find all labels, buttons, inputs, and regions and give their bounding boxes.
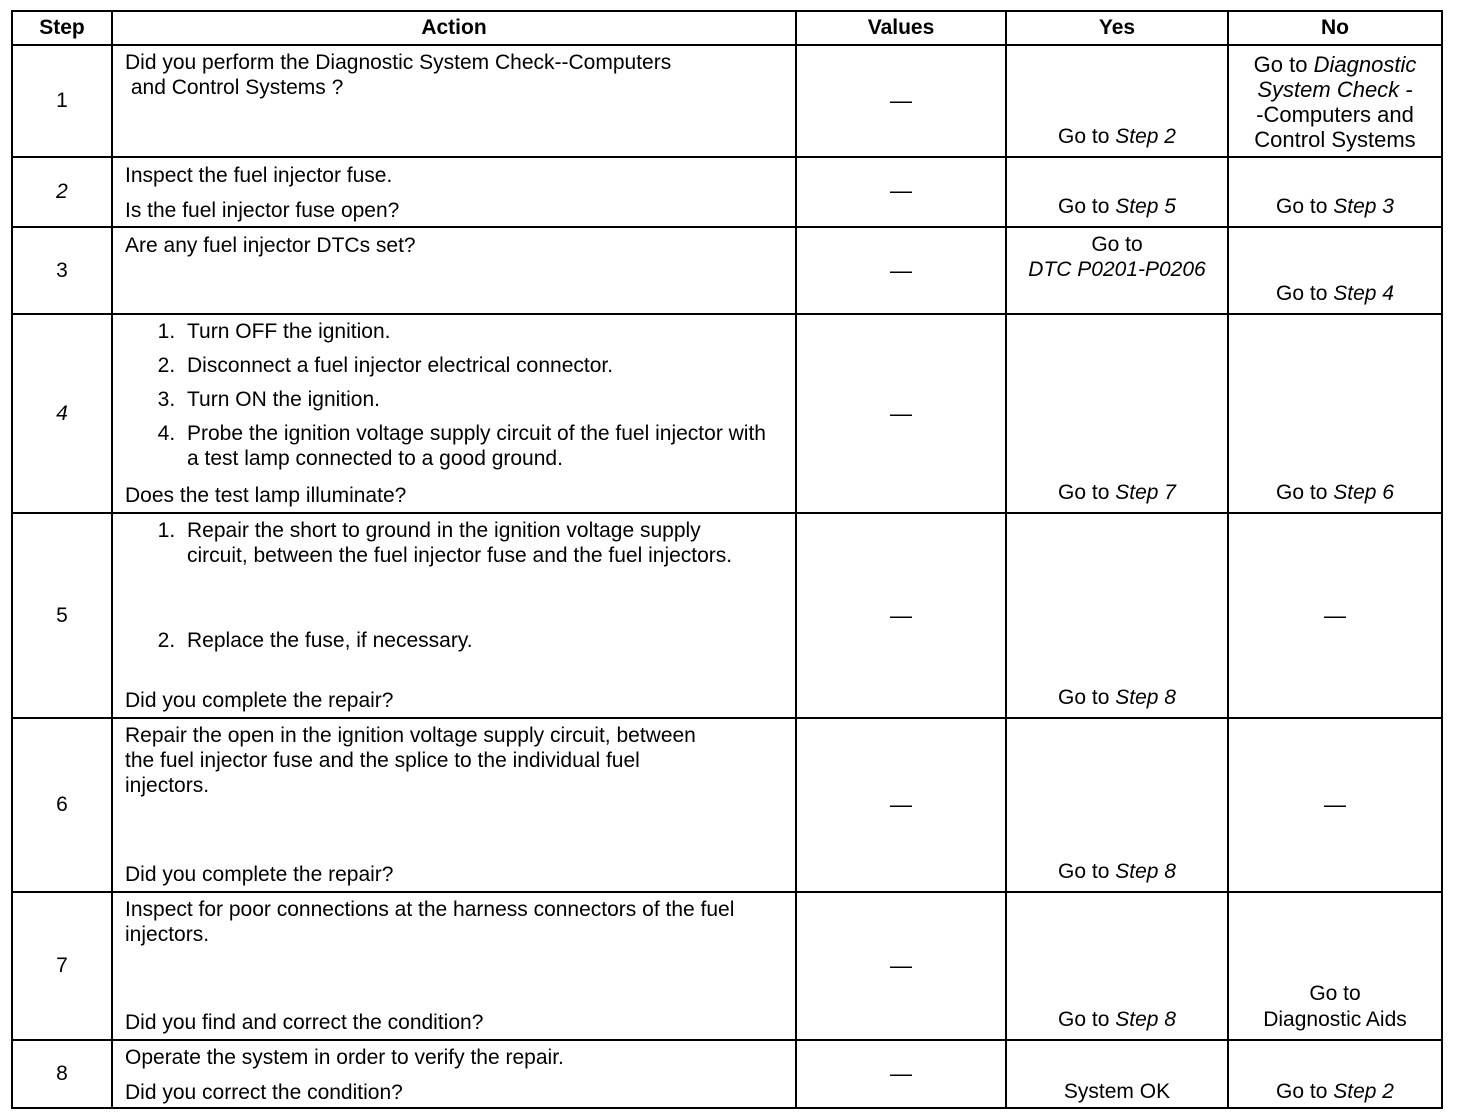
no-link[interactable]: Step 6 bbox=[1333, 481, 1394, 504]
no-link[interactable]: Step 4 bbox=[1333, 282, 1394, 305]
go-to-label: Go to bbox=[1058, 860, 1110, 883]
yes-cell bbox=[1006, 45, 1228, 157]
yes-link[interactable]: Step 5 bbox=[1115, 195, 1176, 218]
step-number: 6 bbox=[12, 718, 112, 892]
values-cell: — bbox=[796, 892, 1006, 1040]
no-cell bbox=[1228, 157, 1442, 227]
step-number: 8 bbox=[12, 1040, 112, 1108]
action-cell bbox=[112, 157, 796, 227]
diagnostic-table bbox=[11, 10, 1443, 1109]
step-number: 1 bbox=[12, 45, 112, 157]
list-item: 2. Replace the fuse, if necessary. bbox=[181, 628, 787, 653]
yes-cell bbox=[1006, 1040, 1228, 1108]
action-text: Operate the system in order to verify the repair. bbox=[125, 1046, 564, 1069]
header-values: Values bbox=[796, 11, 1006, 45]
table-row bbox=[12, 45, 1442, 157]
yes-link[interactable]: Step 2 bbox=[1115, 125, 1176, 148]
table-row bbox=[12, 513, 1442, 718]
header-action: Action bbox=[112, 11, 796, 45]
go-to-label: Go to bbox=[1058, 125, 1110, 148]
no-cell bbox=[1228, 314, 1442, 513]
no-cell: — bbox=[1228, 718, 1442, 892]
values-cell: — bbox=[796, 157, 1006, 227]
action-text: Did you perform the Diagnostic System Check--Computers bbox=[125, 51, 672, 74]
procedure-list bbox=[125, 319, 787, 471]
step-number: 2 bbox=[12, 157, 112, 227]
question-text: Did you find and correct the condition? bbox=[125, 1011, 484, 1034]
step-number: 7 bbox=[12, 892, 112, 1040]
yes-cell bbox=[1006, 314, 1228, 513]
go-to-label: Go to bbox=[1058, 481, 1110, 504]
values-cell: — bbox=[796, 513, 1006, 718]
go-to-label: Go to bbox=[1309, 982, 1361, 1005]
question-text: Is the fuel injector fuse open? bbox=[125, 199, 400, 222]
question-text: Did you correct the condition? bbox=[125, 1081, 403, 1104]
action-cell bbox=[112, 1040, 796, 1108]
action-text: Inspect the fuel injector fuse. bbox=[125, 164, 393, 187]
no-link[interactable]: Control Systems bbox=[1254, 127, 1416, 152]
values-cell: — bbox=[796, 45, 1006, 157]
go-to-label: Go to bbox=[1058, 1008, 1110, 1031]
no-cell bbox=[1228, 892, 1442, 1040]
no-link[interactable]: -Computers and bbox=[1256, 102, 1414, 127]
header-step: Step bbox=[12, 11, 112, 45]
action-cell bbox=[112, 314, 796, 513]
yes-cell bbox=[1006, 513, 1228, 718]
list-item: 4. Probe the ignition voltage supply circuit of the fuel injector with a test lamp connected to a good ground. bbox=[181, 421, 787, 471]
no-cell bbox=[1228, 45, 1442, 157]
question-text: Did you complete the repair? bbox=[125, 863, 394, 886]
yes-cell bbox=[1006, 718, 1228, 892]
go-to-label: Go to bbox=[1253, 52, 1308, 77]
yes-link[interactable]: Step 8 bbox=[1115, 686, 1176, 709]
table-row bbox=[12, 1040, 1442, 1108]
list-item: 3. Turn ON the ignition. bbox=[181, 387, 787, 412]
action-cell bbox=[112, 45, 796, 157]
yes-link[interactable]: DTC P0201-P0206 bbox=[1028, 258, 1206, 281]
yes-cell bbox=[1006, 157, 1228, 227]
question-text: Did you complete the repair? bbox=[125, 689, 394, 712]
yes-link[interactable]: Step 8 bbox=[1115, 860, 1176, 883]
step-number: 5 bbox=[12, 513, 112, 718]
action-cell bbox=[112, 718, 796, 892]
list-item: 2. Disconnect a fuel injector electrical connector. bbox=[181, 353, 787, 378]
action-text: and Control Systems ? bbox=[125, 76, 344, 99]
table-row bbox=[12, 157, 1442, 227]
go-to-label: Go to bbox=[1276, 282, 1328, 305]
step-number: 4 bbox=[12, 314, 112, 513]
table-row bbox=[12, 314, 1442, 513]
list-item: 1. Repair the short to ground in the ignition voltage supply circuit, between the fuel injector fuse and the fuel injectors. bbox=[181, 518, 787, 568]
go-to-label: Go to bbox=[1276, 195, 1328, 218]
table-header-row bbox=[12, 11, 1442, 45]
no-link[interactable]: System Check - bbox=[1257, 77, 1413, 102]
yes-cell bbox=[1006, 227, 1228, 314]
no-link[interactable]: Step 3 bbox=[1333, 195, 1394, 218]
no-link[interactable]: Diagnostic bbox=[1313, 52, 1417, 77]
action-text: Inspect for poor connections at the harness connectors of the fuel injectors. bbox=[125, 898, 735, 946]
values-cell: — bbox=[796, 718, 1006, 892]
go-to-label: Go to bbox=[1276, 1080, 1328, 1103]
go-to-label: Go to bbox=[1276, 481, 1328, 504]
table-row bbox=[12, 892, 1442, 1040]
yes-result: System OK bbox=[1063, 1080, 1171, 1103]
action-cell bbox=[112, 513, 796, 718]
yes-link[interactable]: Step 8 bbox=[1115, 1008, 1176, 1031]
no-cell: — bbox=[1228, 513, 1442, 718]
action-text: Repair the open in the ignition voltage supply circuit, between the fuel injector fuse and the splice to the individual fuel injectors. bbox=[125, 724, 696, 797]
no-cell bbox=[1228, 1040, 1442, 1108]
table-row bbox=[12, 227, 1442, 314]
table-row bbox=[12, 718, 1442, 892]
action-text: Are any fuel injector DTCs set? bbox=[125, 234, 416, 257]
list-item: 1. Turn OFF the ignition. bbox=[181, 319, 787, 344]
action-cell bbox=[112, 892, 796, 1040]
values-cell: — bbox=[796, 1040, 1006, 1108]
yes-link[interactable]: Step 7 bbox=[1115, 481, 1176, 504]
header-yes: Yes bbox=[1006, 11, 1228, 45]
procedure-list bbox=[125, 518, 787, 653]
step-number: 3 bbox=[12, 227, 112, 314]
values-cell: — bbox=[796, 227, 1006, 314]
action-cell bbox=[112, 227, 796, 314]
go-to-label: Go to bbox=[1058, 195, 1110, 218]
values-cell: — bbox=[796, 314, 1006, 513]
yes-cell bbox=[1006, 892, 1228, 1040]
no-link[interactable]: Step 2 bbox=[1333, 1080, 1394, 1103]
go-to-label: Go to bbox=[1091, 233, 1143, 256]
go-to-label: Go to bbox=[1058, 686, 1110, 709]
question-text: Does the test lamp illuminate? bbox=[125, 484, 407, 507]
header-no: No bbox=[1228, 11, 1442, 45]
no-cell bbox=[1228, 227, 1442, 314]
no-link[interactable]: Diagnostic Aids bbox=[1263, 1008, 1407, 1031]
